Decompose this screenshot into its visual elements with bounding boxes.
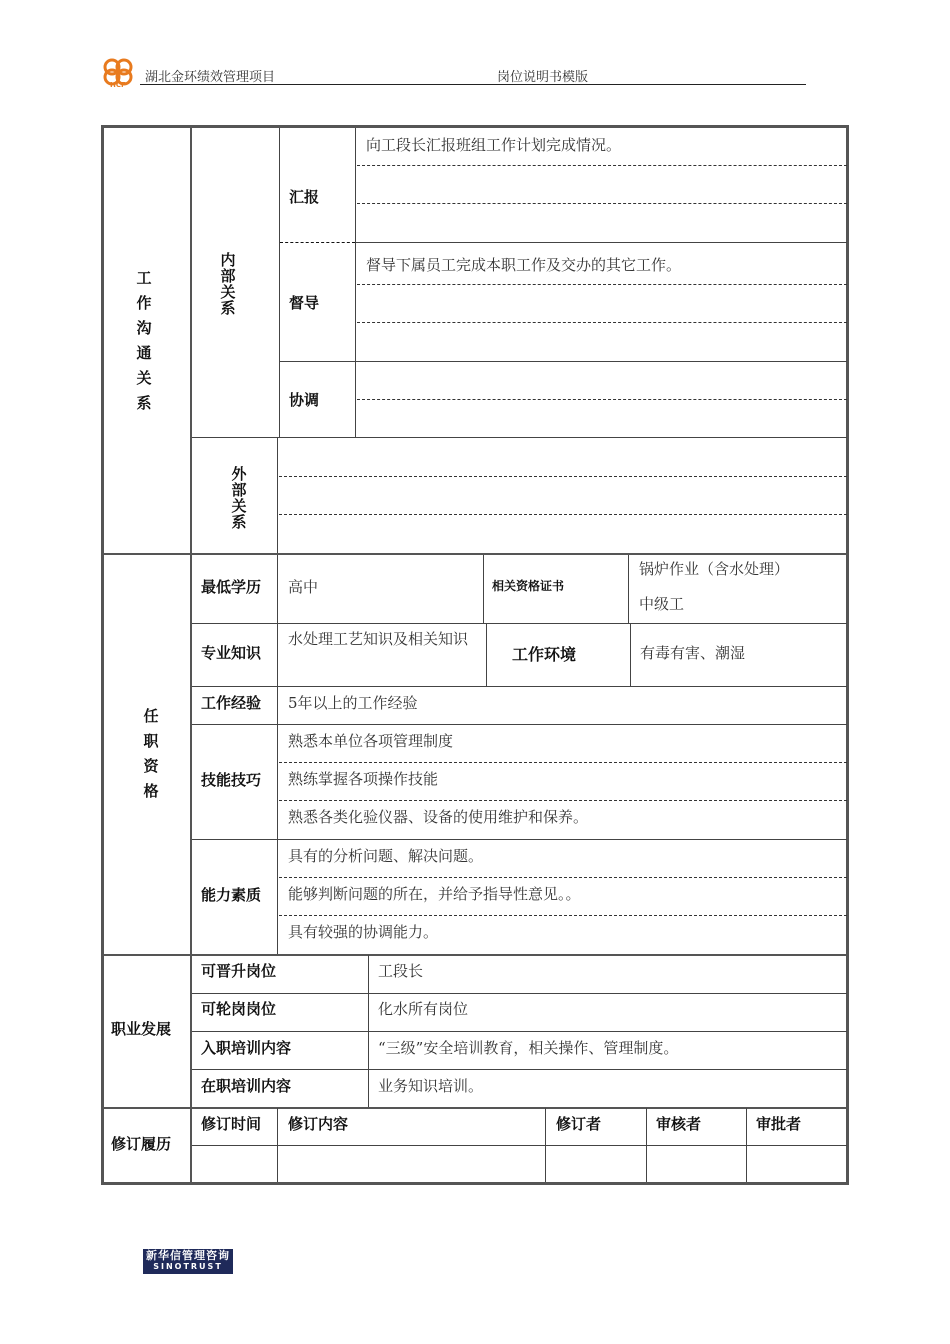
entry-training-label: 入职培训内容 [201,1039,292,1057]
column-header: 审核者 [656,1115,702,1133]
knowledge-value: 水处理工艺知识及相关知识 [288,630,469,648]
experience-value: 5年以上的工作经验 [288,694,418,712]
document-title: 岗位说明书模版 [497,70,589,85]
ability-item: 具有较强的协调能力。 [288,923,439,941]
ability-label: 能力素质 [201,886,262,904]
entry-training-value: “三级”安全培训教育，相关操作、管理制度。 [378,1039,679,1057]
certificate-line-2: 中级工 [639,595,685,613]
skill-item: 熟悉各类化验仪器、设备的使用维护和保养。 [288,808,589,826]
logo-text: HCF [110,81,126,89]
column-header: 审批者 [756,1115,802,1133]
promotion-value: 工段长 [378,962,424,980]
education-value: 高中 [288,578,319,596]
certificate-line-1: 锅炉作业（含水处理） [639,560,790,578]
report-label: 汇报 [289,188,320,206]
company-logo [100,56,138,92]
supervise-text: 督导下属员工完成本职工作及交办的其它工作。 [366,256,682,274]
supervise-label: 督导 [289,294,320,312]
skills-label: 技能技巧 [201,771,262,789]
coordinate-label: 协调 [289,391,320,409]
external-relations-label: 外 部 关 系 [231,465,247,531]
ability-item: 具有的分析问题、解决问题。 [288,847,484,865]
rotation-label: 可轮岗岗位 [201,1000,277,1018]
career-title: 职业发展 [111,1020,172,1038]
footer-logo: 新华信管理咨询 SINOTRUST [143,1249,233,1274]
column-header: 修订内容 [288,1115,349,1133]
environment-value: 有毒有害、潮湿 [640,644,746,662]
column-header: 修订者 [556,1115,602,1133]
report-text: 向工段长汇报班组工作计划完成情况。 [366,136,622,154]
onjob-training-label: 在职培训内容 [201,1077,292,1095]
internal-relations-label: 内 部 关 系 [220,251,236,317]
ability-item: 能够判断问题的所在，并给予指导性意见。。 [288,885,581,903]
experience-label: 工作经验 [201,694,262,712]
column-header: 修订时间 [201,1115,262,1133]
work-communication-title: 工 作 沟 通 关 系 [136,269,152,412]
education-label: 最低学历 [201,578,262,596]
skill-item: 熟悉本单位各项管理制度 [288,732,454,750]
promotion-label: 可晋升岗位 [201,962,277,980]
revision-title: 修订履历 [111,1135,172,1153]
environment-label: 工作环境 [512,645,577,664]
skill-item: 熟练掌握各项操作技能 [288,770,439,788]
rotation-value: 化水所有岗位 [378,1000,469,1018]
knowledge-label: 专业知识 [201,644,262,662]
certificate-label: 相关资格证书 [492,579,565,593]
header-rule [140,84,806,85]
project-name: 湖北金环绩效管理项目 [145,70,276,85]
onjob-training-value: 业务知识培训。 [378,1077,484,1095]
qualification-title: 任 职 资 格 [143,707,159,800]
